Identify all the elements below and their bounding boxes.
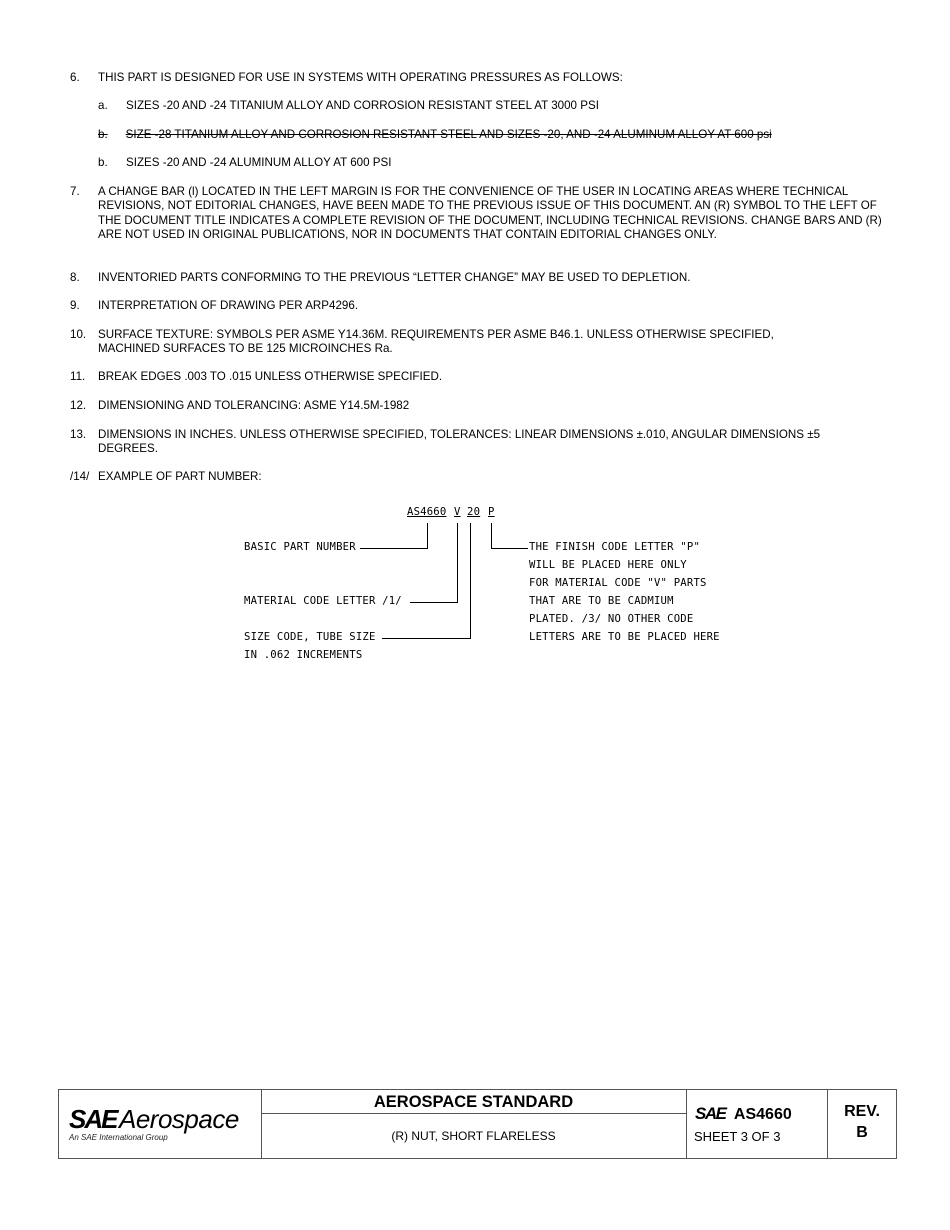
rev-label: REV. — [844, 1103, 880, 1120]
finish-code: P — [488, 506, 495, 518]
note-11-number: 11. — [70, 370, 86, 383]
note-8-number: 8. — [70, 271, 80, 284]
note-11-text: BREAK EDGES .003 TO .015 UNLESS OTHERWISE SPECIFIED. — [98, 370, 443, 383]
size-code-label-2: IN .062 INCREMENTS — [244, 649, 363, 661]
size-code-label: SIZE CODE, TUBE SIZE — [244, 631, 376, 643]
sheet-number: SHEET 3 OF 3 — [694, 1129, 781, 1144]
leader-material-horizontal — [410, 602, 458, 603]
leader-material-vertical — [457, 523, 458, 602]
finish-note-line-2: WILL BE PLACED HERE ONLY — [529, 559, 687, 571]
leader-finish-vertical — [491, 523, 492, 548]
note-6b-deleted — [98, 128, 828, 141]
finish-note-line-3: FOR MATERIAL CODE "V" PARTS — [529, 577, 707, 589]
note-8-text: INVENTORIED PARTS CONFORMING TO THE PREVIOUS “LETTER CHANGE” MAY BE USED TO DEPLETION. — [98, 271, 691, 284]
basic-part-label: BASIC PART NUMBER — [244, 541, 356, 553]
note-12-number: 12. — [70, 399, 87, 412]
doc-number-group — [695, 1104, 792, 1124]
doc-sae-logo: SAE — [695, 1104, 726, 1123]
title-divider-2 — [686, 1090, 687, 1158]
note-6-number: 6. — [70, 71, 80, 84]
note-14-text: EXAMPLE OF PART NUMBER: — [98, 470, 262, 483]
title-block — [58, 1089, 897, 1159]
finish-note-line-4: THAT ARE TO BE CADMIUM — [529, 595, 674, 607]
leader-basic-vertical — [427, 523, 428, 548]
leader-size-horizontal — [382, 638, 471, 639]
note-6b-deleted-label: b. — [98, 128, 108, 141]
logo-tagline: An SAE International Group — [69, 1133, 168, 1142]
logo-sae: SAE — [69, 1104, 117, 1134]
note-6-text: THIS PART IS DESIGNED FOR USE IN SYSTEMS WITH OPERATING PRESSURES AS FOLLOWS: — [98, 71, 623, 84]
material-code: V — [454, 506, 461, 518]
title-divider-horizontal — [261, 1113, 686, 1114]
leader-size-vertical — [470, 523, 471, 638]
note-13-number: 13. — [70, 428, 87, 441]
sae-aerospace-logo — [69, 1104, 259, 1144]
part-title: (R) NUT, SHORT FLARELESS — [391, 1129, 556, 1143]
note-6b-deleted-text: SIZE -28 TITANIUM ALLOY AND CORROSION RESISTANT STEEL AND SIZES -20, AND -24 ALUMINUM ALLOY AT 600 psi — [125, 128, 772, 141]
note-13-text: DIMENSIONS IN INCHES. UNLESS OTHERWISE SPECIFIED, TOLERANCES: LINEAR DIMENSIONS ±.010, ANGULAR DIMENSIONS ±5 DEGREES. — [98, 428, 821, 456]
note-9-number: 9. — [70, 299, 80, 312]
note-6b-text: SIZES -20 AND -24 ALUMINUM ALLOY AT 600 PSI — [126, 156, 392, 169]
leader-finish-horizontal — [491, 548, 528, 549]
note-6a-text: SIZES -20 AND -24 TITANIUM ALLOY AND CORROSION RESISTANT STEEL AT 3000 PSI — [126, 99, 599, 112]
note-14-number: /14/ — [70, 470, 90, 483]
finish-note-line-5: PLATED. /3/ NO OTHER CODE — [529, 613, 694, 625]
note-7-text: A CHANGE BAR (l) LOCATED IN THE LEFT MARGIN IS FOR THE CONVENIENCE OF THE USER IN LOCATING AREAS WHERE TECHNICAL REVISIONS, NOT EDITORIAL CHANGES, HAVE BEEN MADE TO THE PREVIOUS ISSUE OF THIS DOCUMENT. AN (R) SYMBOL TO THE LEFT OF THE DOCUMENT TITLE INDICATES A COMPLETE REVISION OF THE DOCUMENT, INCLUDING TECHNICAL REVISIONS. CHANGE BARS AND (R) ARE NOT USED IN ORIGINAL PUBLICATIONS, NOR IN DOCUMENTS THAT CONTAIN EDITORIAL CHANGES ONLY. — [98, 185, 882, 241]
note-9-text: INTERPRETATION OF DRAWING PER ARP4296. — [98, 299, 359, 312]
standard-title: AEROSPACE STANDARD — [373, 1093, 574, 1111]
leader-basic-horizontal — [360, 548, 428, 549]
note-6a-label: a. — [98, 99, 108, 112]
note-12-text: DIMENSIONING AND TOLERANCING: ASME Y14.5M-1982 — [98, 399, 410, 412]
size-code: 20 — [467, 506, 481, 518]
finish-note-line-1: THE FINISH CODE LETTER "P" — [529, 541, 701, 553]
doc-number: AS4660 — [733, 1106, 792, 1123]
note-7-number: 7. — [70, 185, 80, 198]
logo-aerospace: Aerospace — [119, 1104, 239, 1134]
note-10-text: SURFACE TEXTURE: SYMBOLS PER ASME Y14.36M. REQUIREMENTS PER ASME B46.1. UNLESS OTHERWISE SPECIFIED, MACHINED SURFACES TO BE 125 MICROINCHES Ra. — [98, 328, 774, 356]
note-6b-label: b. — [98, 156, 108, 169]
finish-note-line-6: LETTERS ARE TO BE PLACED HERE — [529, 631, 720, 643]
rev-value: B — [856, 1124, 868, 1141]
material-code-label: MATERIAL CODE LETTER /1/ — [244, 595, 402, 607]
part-base: AS4660 — [407, 506, 447, 518]
note-10-number: 10. — [70, 328, 87, 341]
